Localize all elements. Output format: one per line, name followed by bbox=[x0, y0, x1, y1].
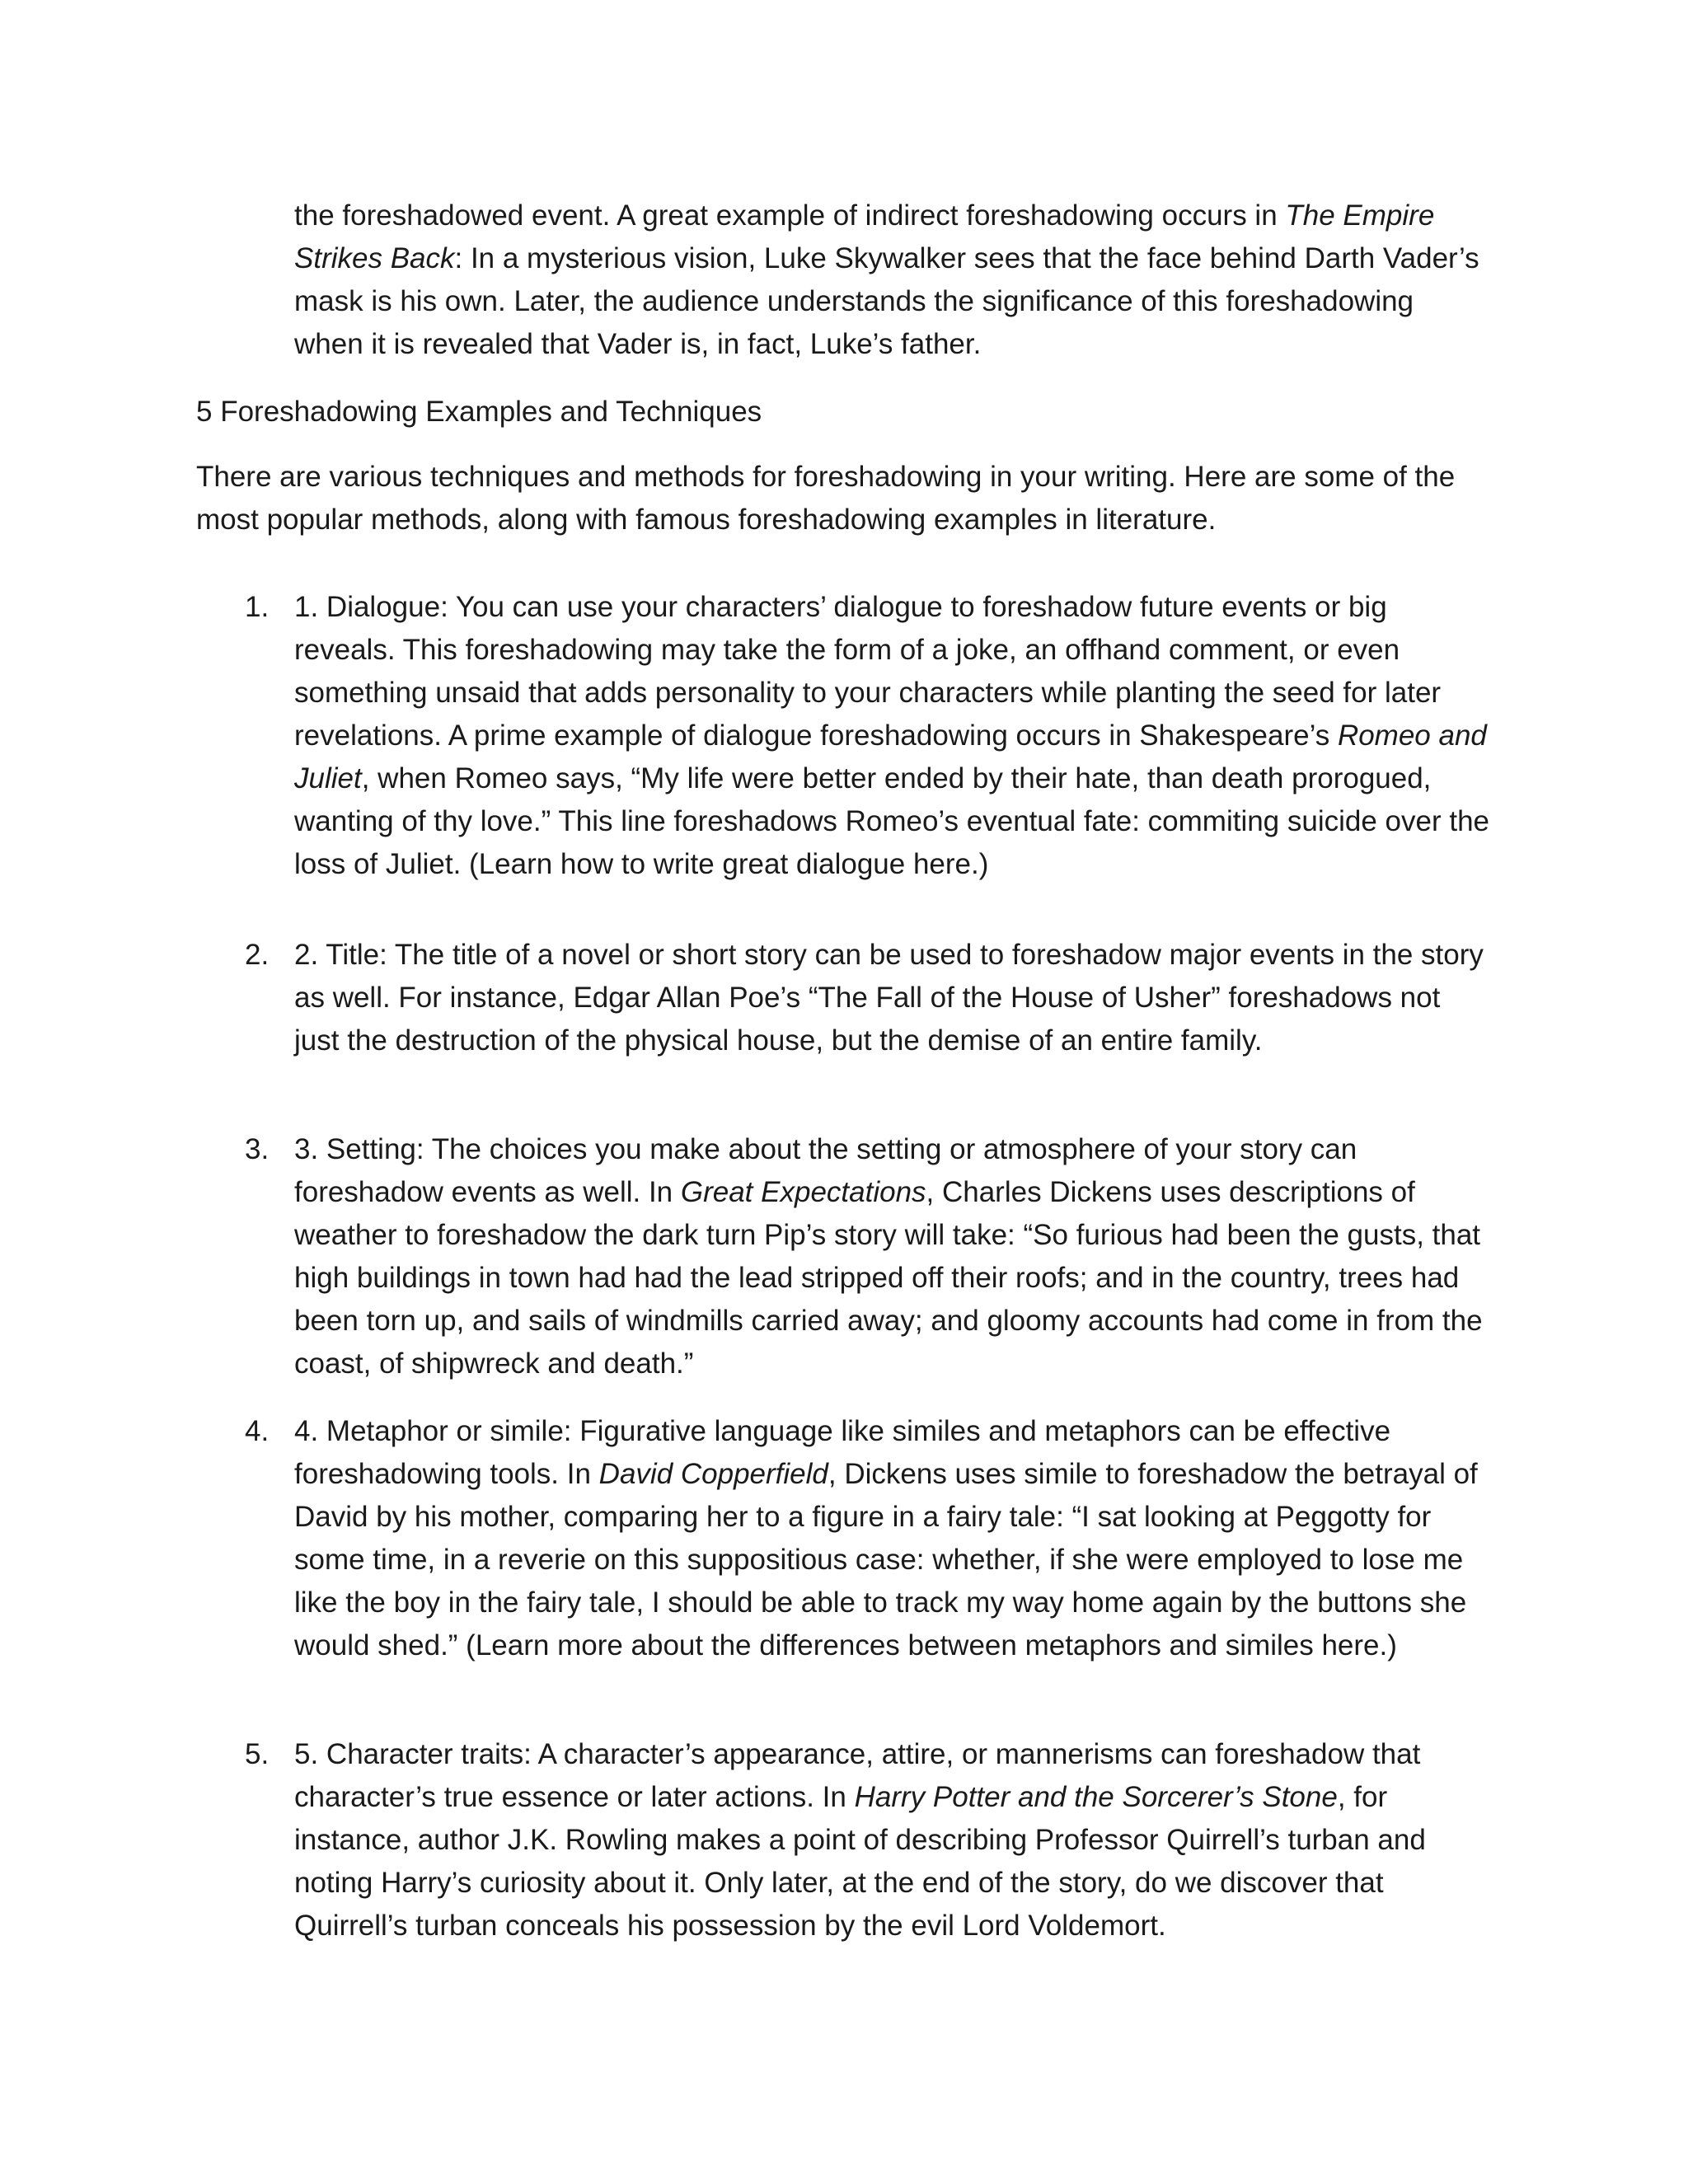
item-text-2: , when Romeo says, “My life were better ended by their hate, than death prorogued, wanting of thy love.” This line foreshadows Romeo’s eventual fate: commiting suicide over the loss of Juliet. (Learn how to write great dialogue here.) bbox=[294, 762, 1490, 880]
list-marker: 3. bbox=[245, 1133, 270, 1165]
continuation-paragraph bbox=[294, 194, 1489, 366]
list-marker: 2. bbox=[245, 939, 270, 971]
intro-paragraph: There are various techniques and methods for foreshadowing in your writing. Here are some of the most popular methods, along with famous foreshadowing examples in literature. bbox=[196, 461, 1456, 536]
item-title: Harry Potter and the Sorcerer’s Stone bbox=[854, 1781, 1338, 1813]
item-text-1: 3. Setting: The choices you make about the setting or atmosphere of your story can foreshadow events as well. In bbox=[294, 1133, 1357, 1208]
list-item-dialogue bbox=[245, 586, 1490, 886]
item-text-1: 1. Dialogue: You can use your characters’ dialogue to foreshadow future events or big reveals. This foreshadowing may take the form of a joke, an offhand comment, or even something unsaid that adds personality to your characters while planting the seed for later revelations. A prime example of dialogue foreshadowing occurs in Shakespeare’s bbox=[294, 591, 1442, 752]
item-text-2: , Dickens uses simile to foreshadow the betrayal of David by his mother, comparing her to a figure in a fairy tale: “I sat looking at Peggotty for some time, in a reverie on this suppositious case: whether, if she were employed to lose me like the boy in the fairy tale, I should be able to track my way home again by the buttons she would shed.” (Learn more about the differences between metaphors and similes here.) bbox=[294, 1458, 1478, 1661]
list-item-character-traits bbox=[245, 1733, 1489, 1947]
list-marker: 1. bbox=[245, 591, 270, 623]
item-text-1: 5. Character traits: A character’s appearance, attire, or mannerisms can foreshadow that character’s true essence or later actions. In bbox=[294, 1738, 1421, 1813]
item-text-2: , Charles Dickens uses descriptions of weather to foreshadow the dark turn Pip’s story will take: “So furious had been the gusts, that high buildings in town had had the lead stripped off their roofs; and in the country, trees had been torn up, and sails of windmills carried away; and gloomy accounts had come in from the coast, of shipwreck and death.” bbox=[294, 1176, 1483, 1380]
item-title: David Copperfield bbox=[598, 1458, 828, 1490]
list-item-setting bbox=[245, 1128, 1489, 1385]
item-text-2: , for instance, author J.K. Rowling makes a point of describing Professor Quirrell’s turban and noting Harry’s curiosity about it. Only later, at the end of the story, do we discover that Quirrell’s turban conceals his possession by the evil Lord Voldemort. bbox=[294, 1781, 1426, 1942]
continuation-title: The Empire Strikes Back bbox=[294, 199, 1435, 274]
item-title: Great Expectations bbox=[680, 1176, 926, 1208]
section-heading: 5 Foreshadowing Examples and Techniques bbox=[196, 396, 762, 428]
item-title: Romeo and Juliet bbox=[294, 719, 1487, 794]
continuation-text-2: : In a mysterious vision, Luke Skywalker sees that the face behind Darth Vader’s mask is his own. Later, the audience understands the significance of this foreshadowing when it is revealed that Vader is, in fact, Luke’s father. bbox=[294, 242, 1479, 360]
item-text-1: 4. Metaphor or simile: Figurative language like similes and metaphors can be effective foreshadowing tools. In bbox=[294, 1415, 1391, 1490]
list-marker: 4. bbox=[245, 1415, 270, 1447]
list-marker: 5. bbox=[245, 1738, 270, 1770]
continuation-text-1: the foreshadowed event. A great example of indirect foreshadowing occurs in bbox=[294, 199, 1286, 232]
list-item-metaphor bbox=[245, 1410, 1489, 1667]
item-text-1: 2. Title: The title of a novel or short story can be used to foreshadow major events in the story as well. For instance, Edgar Allan Poe’s “The Fall of the House of Usher” foreshadows not just the destruction of the physical house, but the demise of an entire family. bbox=[294, 939, 1484, 1057]
list-item-title bbox=[245, 934, 1489, 1062]
